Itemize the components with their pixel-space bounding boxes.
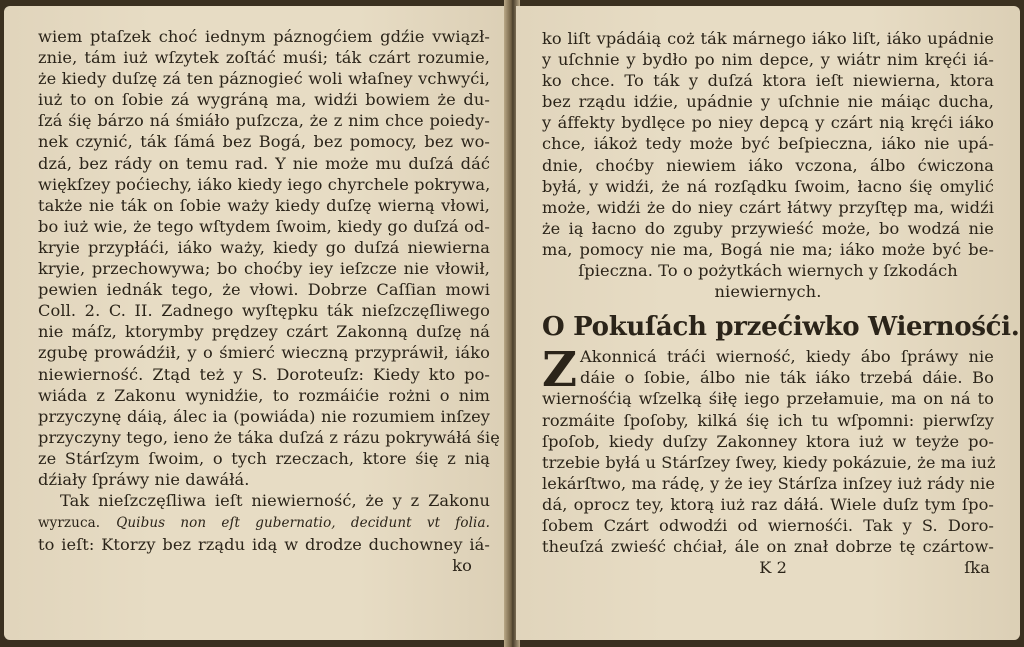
text-line: przyczyny tego, ieno że táka duſzá z rázu pokrywáłá śię	[38, 427, 500, 447]
text-line: y áffekty bydlęce po niey depcą y czárt nią kręći iáko	[542, 113, 994, 133]
text-line: ze Stárſzym ſwoim, o tych rzeczach, ktore śię z nią	[38, 448, 490, 468]
latin-quote-line	[38, 511, 490, 534]
left-page-text	[38, 26, 500, 576]
text-line: theuſzá zwieść chćiał, ále on znał dobrze tę czártow-	[542, 537, 994, 557]
text-line: także nie ták on ſobie waży kiedy duſzę wierną vłowi,	[38, 195, 490, 215]
text-line: ma, pomocy nie ma, Bogá nie ma; iáko może być be-	[542, 239, 994, 259]
text-line: nie máſz, ktorymby prędzey czárt Zakonną duſzę ná	[38, 322, 490, 342]
text-line: nek czynić, ták ſámá bez Bogá, bez pomocy, bez wo-	[38, 132, 490, 152]
text-line: trzebie byłá u Stárſzey ſwey, kiedy pokázuie, że ma iuż	[542, 452, 996, 472]
quote-prefix: wyrzuca.	[38, 515, 101, 532]
text-line: dá, oprocz tey, ktorą iuż raz dáłá. Wiele duſz tym ſpo-	[542, 494, 994, 514]
text-line: dáie o ſobie, álbo nie ták iáko trzebá dáie. Bo	[580, 368, 994, 388]
text-line: kryie, przechowywa; bo choćby iey ieſzcze nie vłowił,	[38, 259, 490, 279]
text-line: że kiedy duſzę zá ten páznogieć woli właſney vchwyći,	[38, 69, 490, 89]
text-line: ko liſt vpádáią coż ták márnego iáko liſt, iáko upádnie	[542, 29, 994, 48]
text-line: ſobem Czárt odwodźi od wiernośći. Tak y S. Doro-	[542, 515, 994, 535]
section-heading: O Pokuſách przećiwko Wiernośći.	[542, 312, 1020, 343]
text-line: niewierność. Ztąd też y S. Doroteuſz: Kiedy kto po-	[38, 364, 490, 384]
latin-quote: Quibus non eſt gubernatio, decidunt vt folia.	[116, 515, 491, 532]
text-line: chce, iákoż tedy może być beſpieczna, iáko nie upá-	[542, 134, 994, 154]
text-line: rozmáite ſpoſoby, kilká śię ich tu wſpomni: pierwſzy	[542, 410, 994, 430]
signature-mark: K 2	[759, 558, 788, 578]
text-line: iuż to on ſobie zá wygráną ma, widźi bowiem że du-	[38, 90, 490, 110]
page-footer	[542, 557, 994, 578]
centered-line: niewiernych.	[714, 282, 822, 302]
text-line: lekárſtwo, ma rádę, y że iey Stárſza inſzey iuż rády nie	[542, 473, 996, 493]
text-line: więkſzey poćiechy, iáko kiedy iego chyrchele pokrywa,	[38, 174, 491, 194]
catchword: ſka	[964, 558, 990, 578]
drop-cap: Z	[542, 342, 578, 399]
catchword: ko	[452, 556, 472, 576]
text-line: dzá, bez rády on temu rad. Y nie może mu duſzá dáć	[38, 153, 490, 173]
paragraph-start-line: Tak nieſzczęſliwa ieſt niewierność, że y z Zakonu	[60, 491, 490, 511]
text-line: wiáda z Zakonu wynidźie, to rozmáićie rożni o nim	[38, 385, 490, 405]
text-line: zgubę prowádźił, y o śmierć wieczną przypráwił, iáko	[38, 343, 490, 363]
text-line: bez rządu idźie, upádnie y uſchnie nie máiąc ducha,	[542, 92, 994, 112]
text-line: kryie przypłáći, iáko waży, kiedy go duſzá niewierna	[38, 237, 490, 257]
text-line: ſpoſob, kiedy duſzy Zakonney ktora iuż w teyże po-	[542, 431, 994, 451]
text-line: Akonnicá tráći wierność, kiedy ábo ſpráwy nie	[580, 347, 994, 367]
text-line: przyczynę dáią, álec ia (powiáda) nie rozumiem inſzey	[38, 406, 490, 426]
text-line: ſzá śię bárzo ná śmiáło puſzcza, że z nim chce poiedy-	[38, 111, 490, 131]
text-line: że ią łacno do zguby przywieść może, bo wodzá nie	[542, 218, 994, 238]
text-line: y uſchnie y bydło po nim depce, y wiátr nim kręći iá-	[542, 50, 994, 70]
left-page	[4, 6, 508, 640]
text-line: dnie, choćby niewiem iáko vczona, álbo ćwiczona	[542, 155, 994, 175]
centered-line: ſpieczna. To o pożytkách wiernych y ſzkodách	[578, 261, 958, 281]
text-line: to ieſt: Ktorzy bez rządu idą w drodze duchowney iá-	[38, 535, 490, 555]
text-line: może, widźi że do niey czárt łátwy przyſtęp ma, widźi	[542, 197, 994, 217]
text-line: bo iuż wie, że tego wſtydem ſwoim, kiedy go duſzá od-	[38, 216, 490, 236]
right-page	[516, 6, 1020, 640]
right-page-text	[542, 28, 1020, 578]
text-line: dźiały ſpráwy nie dawáłá.	[38, 469, 250, 489]
text-line: znie, tám iuż wſzytek zoſtáć muśi; ták czárt rozumie,	[38, 48, 490, 68]
text-line: wiernośćią wſzelką śiłę iego przełamuie, ma on ná to	[542, 389, 994, 409]
text-line: pewien iednák tego, że vłowi. Dobrze Caſſian mowi	[38, 280, 490, 300]
text-line: ko chce. To ták y duſzá ktora ieſt niewierna, ktora	[542, 71, 994, 91]
text-line: wiem ptaſzek choć iednym páznogćiem gdźie vwiązł-	[38, 27, 490, 46]
text-line: byłá, y widźi, że ná rozſądku ſwoim, łacno śię omylić	[542, 176, 994, 196]
text-line: Coll. 2. C. II. Zadnego wyſtępku ták nieſzczęſliwego	[38, 301, 490, 321]
